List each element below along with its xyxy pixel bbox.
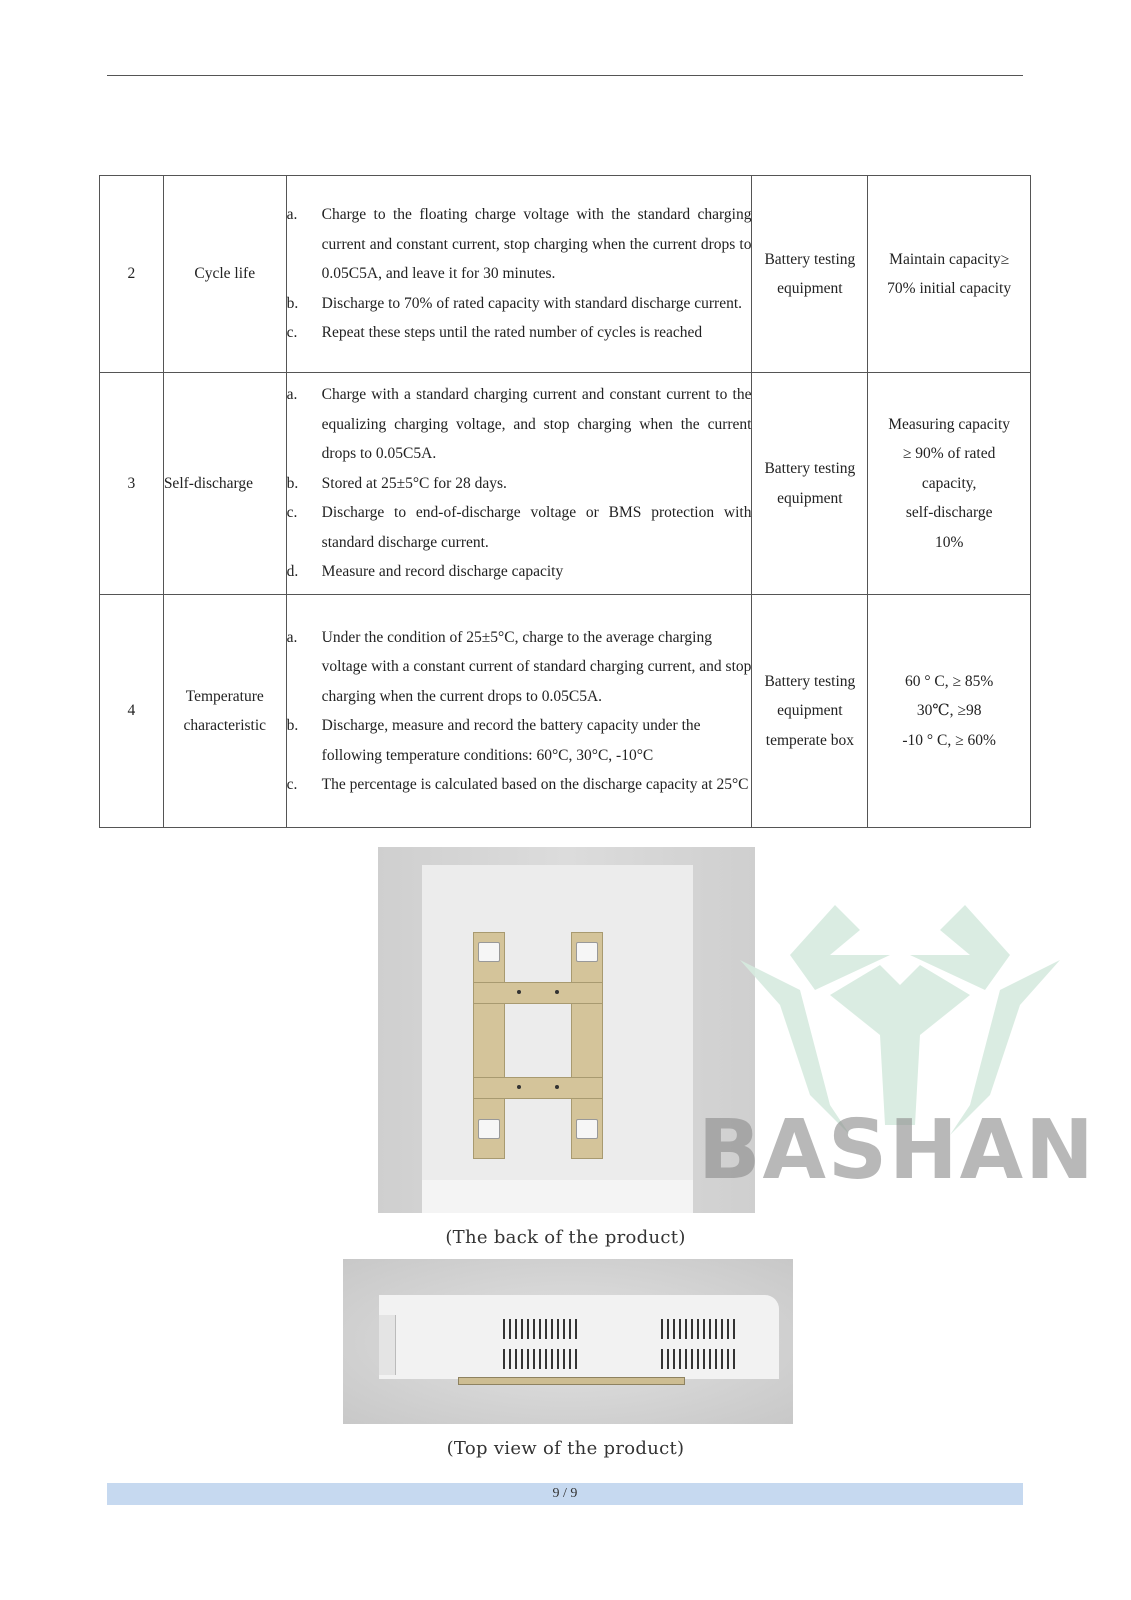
step-marker: c. xyxy=(286,776,298,793)
test-spec-table xyxy=(99,175,1031,828)
test-equipment xyxy=(752,373,868,595)
step-text: Repeat these steps until the rated number of cycles is reached xyxy=(321,324,703,342)
requirement-line: -10 ° C, ≥ 60% xyxy=(902,731,996,749)
figure-caption-top: (Top view of the product) xyxy=(446,1438,685,1459)
latch xyxy=(478,1119,500,1139)
method-step xyxy=(287,557,752,587)
row-number: 4 xyxy=(100,595,164,828)
test-requirement xyxy=(868,373,1031,595)
latch xyxy=(576,942,598,962)
step-text: Charge with a standard charging current and constant current to the equalizing charging voltage, and stop charging when the current drops to 0.05C5A. xyxy=(321,386,752,463)
step-text: Discharge to end-of-discharge voltage or BMS protection with standard discharge current. xyxy=(321,504,752,551)
screw-hole xyxy=(555,1085,559,1089)
test-method xyxy=(286,176,752,373)
method-step xyxy=(287,623,752,712)
step-marker: a. xyxy=(286,386,298,404)
requirement-line: 70% initial capacity xyxy=(887,280,1012,297)
step-text: Measure and record discharge capacity xyxy=(321,563,564,581)
panel-base xyxy=(422,1180,693,1213)
page-number: 9 / 9 xyxy=(552,1486,578,1501)
equipment-line: Battery testing xyxy=(764,672,856,690)
step-text: Under the condition of 25±5°C, charge to the average charging voltage with a constant current of standard charging current, and stop charging when the current drops to 0.05C5A. xyxy=(321,628,752,705)
figure-caption-back: (The back of the product) xyxy=(445,1227,686,1248)
test-equipment xyxy=(752,176,868,373)
header-rule xyxy=(107,75,1023,76)
step-marker: b. xyxy=(286,294,299,312)
step-marker: b. xyxy=(286,717,299,734)
test-equipment xyxy=(752,595,868,828)
screw-hole xyxy=(517,990,521,994)
step-text: Discharge, measure and record the battery capacity under the following temperature conditions: 60°C, 30°C, -10°C xyxy=(321,717,701,764)
connector-notch xyxy=(379,1315,396,1375)
method-step xyxy=(287,200,752,289)
requirement-line: self-discharge xyxy=(905,504,993,522)
step-marker: d. xyxy=(286,563,299,581)
requirement-line: ≥ 90% of rated xyxy=(902,445,996,463)
mounting-rail xyxy=(458,1377,685,1385)
page-footer xyxy=(107,1483,1023,1505)
product-top-view-image xyxy=(343,1259,793,1424)
equipment-line: equipment xyxy=(777,489,843,507)
vent-slots xyxy=(503,1349,577,1369)
test-item-text: characteristic xyxy=(183,717,267,734)
requirement-line: 10% xyxy=(934,533,964,551)
table-row xyxy=(100,373,1031,595)
method-step xyxy=(287,318,752,348)
test-item-text: Temperature xyxy=(185,687,264,705)
equipment-line: temperate box xyxy=(765,731,854,749)
step-text: Charge to the floating charge voltage with the standard charging current and constant current, stop charging when the current drops to 0.05C5A, and leave it for 30 minutes. xyxy=(321,206,752,283)
table-row xyxy=(100,595,1031,828)
method-step xyxy=(287,469,752,499)
step-marker: c. xyxy=(286,324,298,342)
screw-hole xyxy=(517,1085,521,1089)
method-step xyxy=(287,498,752,557)
test-item xyxy=(163,176,286,373)
equipment-line: Battery testing xyxy=(764,460,856,477)
test-item-text: Self-discharge xyxy=(163,474,254,492)
test-item xyxy=(163,373,286,595)
method-step xyxy=(287,289,752,319)
method-step xyxy=(287,711,752,770)
mounting-bar-bottom xyxy=(473,1077,603,1099)
mounting-bar-top xyxy=(473,982,603,1004)
requirement-line: 60 ° C, ≥ 85% xyxy=(904,672,994,690)
test-method xyxy=(286,595,752,828)
requirement-line: 30℃, ≥98 xyxy=(916,702,982,720)
bashan-watermark-text: BASHAN xyxy=(698,1103,1096,1198)
equipment-line: equipment xyxy=(777,702,843,720)
vent-slots xyxy=(503,1319,577,1339)
vent-slots xyxy=(661,1319,735,1339)
step-marker: b. xyxy=(286,474,299,492)
latch xyxy=(478,942,500,962)
row-number: 3 xyxy=(100,373,164,595)
requirement-line: Maintain capacity≥ xyxy=(889,250,1010,268)
step-marker: c. xyxy=(286,504,298,522)
equipment-line: Battery testing xyxy=(764,250,856,268)
requirement-line: capacity, xyxy=(921,474,977,492)
test-requirement xyxy=(868,176,1031,373)
step-text: Discharge to 70% of rated capacity with standard discharge current. xyxy=(321,294,743,312)
step-marker: a. xyxy=(286,206,298,224)
test-requirement xyxy=(868,595,1031,828)
requirement-line: Measuring capacity xyxy=(888,415,1011,433)
latch xyxy=(576,1119,598,1139)
screw-hole xyxy=(555,990,559,994)
test-item xyxy=(163,595,286,828)
step-marker: a. xyxy=(286,628,298,646)
vent-slots xyxy=(661,1349,735,1369)
method-step xyxy=(287,380,752,469)
test-method xyxy=(286,373,752,595)
step-text: Stored at 25±5°C for 28 days. xyxy=(321,474,507,492)
test-item-text: Cycle life xyxy=(194,265,256,283)
row-number: 2 xyxy=(100,176,164,373)
method-step xyxy=(287,770,752,800)
table-row xyxy=(100,176,1031,373)
step-text: The percentage is calculated based on the discharge capacity at 25°C xyxy=(321,776,749,793)
equipment-line: equipment xyxy=(777,280,843,297)
back-panel xyxy=(422,865,693,1195)
